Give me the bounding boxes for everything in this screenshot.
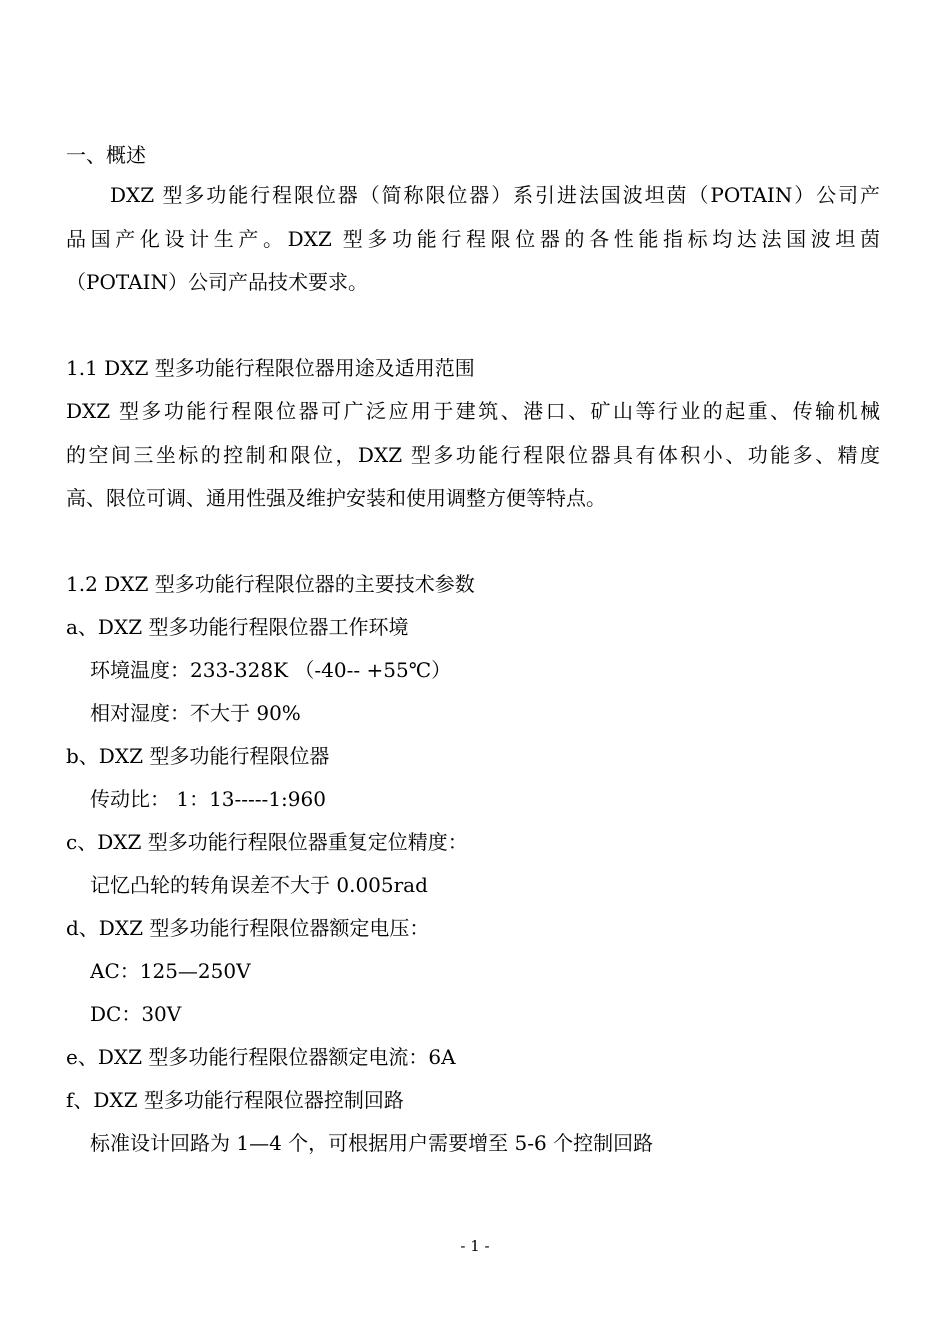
param-d-dc: DC：30V (90, 1002, 182, 1026)
section-1-1-line-1: DXZ 型多功能行程限位器可广泛应用于建筑、港口、矿山等行业的起重、传输机械 (66, 399, 880, 423)
param-e: e、DXZ 型多功能行程限位器额定电流：6A (66, 1045, 456, 1069)
param-c-error: 记忆凸轮的转角误差不大于 0.005rad (90, 873, 428, 897)
param-a-humidity: 相对湿度：不大于 90% (90, 701, 301, 725)
param-a-temperature: 环境温度：233-328K （-40-- +55℃） (90, 658, 452, 682)
param-d-ac: AC：125—250V (90, 959, 251, 983)
param-f-circuits: 标准设计回路为 1—4 个，可根据用户需要增至 5-6 个控制回路 (90, 1131, 654, 1155)
param-d: d、DXZ 型多功能行程限位器额定电压： (66, 916, 430, 940)
param-f: f、DXZ 型多功能行程限位器控制回路 (66, 1088, 404, 1112)
section-1-1-heading: 1.1 DXZ 型多功能行程限位器用途及适用范围 (66, 356, 475, 380)
param-b-ratio: 传动比： 1：13-----1:960 (90, 787, 326, 811)
section-1-2-heading: 1.2 DXZ 型多功能行程限位器的主要技术参数 (66, 572, 475, 596)
intro-line-2: 品国产化设计生产。DXZ 型多功能行程限位器的各性能指标均达法国波坦茵 (66, 227, 880, 251)
page-number: - 1 - (460, 1237, 490, 1255)
section-1-1-line-3: 高、限位可调、通用性强及维护安装和使用调整方便等特点。 (66, 486, 606, 510)
section-title: 一、概述 (66, 143, 146, 167)
intro-line-1: DXZ 型多功能行程限位器（简称限位器）系引进法国波坦茵（POTAIN）公司产 (110, 183, 880, 207)
section-1-1-line-2: 的空间三坐标的控制和限位，DXZ 型多功能行程限位器具有体积小、功能多、精度 (66, 443, 880, 467)
param-a: a、DXZ 型多功能行程限位器工作环境 (66, 615, 409, 639)
param-c: c、DXZ 型多功能行程限位器重复定位精度： (66, 830, 468, 854)
intro-line-3: （POTAIN）公司产品技术要求。 (66, 270, 368, 294)
param-b: b、DXZ 型多功能行程限位器 (66, 744, 330, 768)
